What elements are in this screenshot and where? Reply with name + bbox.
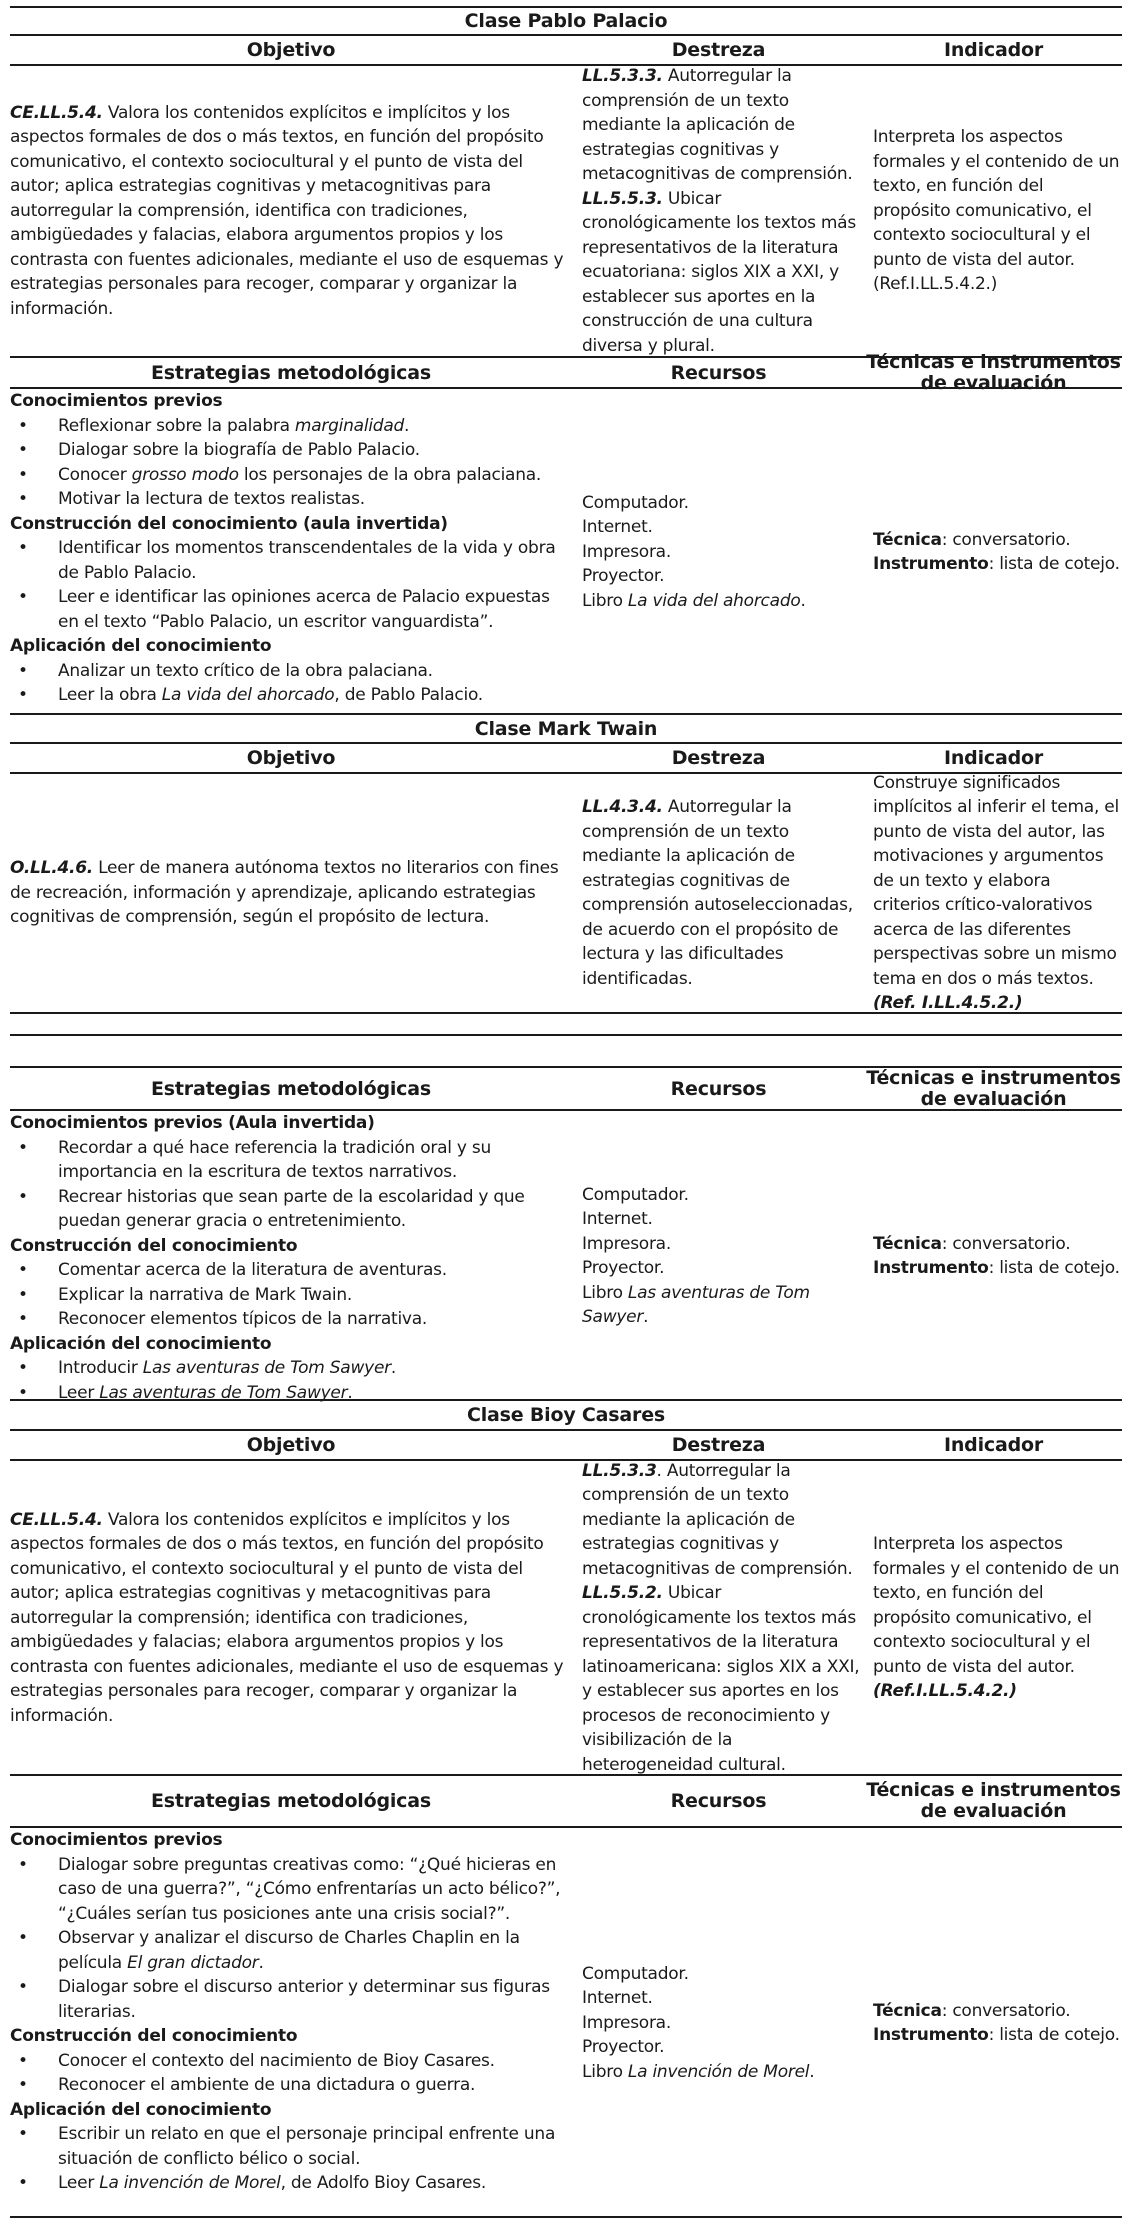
header-indicador: Indicador [943,746,1044,769]
objetivo-code: CE.LL.5.4. [10,102,103,123]
recurso-libro [582,589,865,614]
instrumento-line [873,2023,1122,2048]
recurso-libro-suffix: . [809,2061,815,2082]
recurso-item: Computador. [582,1963,689,1984]
tecnicas-content [873,1999,1122,2048]
strategy-row [10,389,1122,715]
estrategias-cell [10,1828,572,2218]
item-italic-title: La vida del ahorcado [161,685,335,705]
section-title [10,715,1122,742]
conocimientos-previos-label: Conocimientos previos (Aula invertida) [10,1113,375,1133]
destreza-text: Autorregular la comprensión de un texto mediante la aplicación de estrategias cognitivas de comprensión autoseleccionadas, de acuerdo con el propósito de lectura y las dificultades identificadas. [582,797,853,989]
recursos-cell [572,389,865,715]
item-text: Leer [58,2173,100,2193]
aplicacion-conocimiento-list [10,1356,572,1405]
strategy-list-item [10,2122,572,2171]
objetivo-cell [10,66,572,356]
item-text: Identificar los momentos transcendentales de la vida y obra de Pablo Palacio. [58,538,556,583]
header-tecnicas-line2: de evaluación [920,1087,1067,1110]
recurso-libro-prefix: Libro [582,590,628,611]
strategy-list-item [10,1258,572,1283]
strategy-header-row [10,1068,1122,1109]
item-text: Dialogar sobre la biografía de Pablo Palacio. [58,440,420,460]
estrategias-cell [10,389,572,715]
header-destreza: Destreza [671,1434,766,1456]
instrumento-label: Instrumento [873,1258,989,1278]
section-title-text: Clase Pablo Palacio [464,10,668,32]
recurso-item: Proyector. [582,2037,665,2058]
instrumento-value: : lista de cotejo. [988,2025,1120,2045]
strategy-row [10,1111,1122,1401]
tecnicas-content [873,1232,1122,1281]
tecnicas-cell [865,1828,1122,2218]
item-text: Reconocer el ambiente de una dictadura o guerra. [58,2075,476,2095]
recurso-item: Proyector. [582,566,665,587]
destreza-cell [572,1460,865,1776]
indicador-cell [865,1460,1122,1776]
aplicacion-conocimiento-list [10,2122,572,2196]
aplicacion-conocimiento-label: Aplicación del conocimiento [10,2099,272,2120]
strategy-list-item [10,487,572,512]
destreza-text: Ubicar cronológicamente los textos más representativos de la literatura ecuatoriana: siglos XIX a XXI, y establecer sus aportes en la construcción de una cultura diversa y plural. [582,188,856,356]
destreza-code: LL.5.3.3 [582,1460,657,1481]
item-text: Motivar la lectura de textos realistas. [58,489,365,509]
strategy-header-row [10,350,1122,394]
strategy-row [10,1828,1122,2218]
recurso-item: Computador. [582,492,689,513]
tecnica-line [873,1999,1122,2024]
objetivo-cell [10,772,572,1014]
recurso-item: Internet. [582,517,653,538]
tecnica-label: Técnica [873,2000,942,2021]
recursos-list [582,1183,865,1330]
destreza-code: LL.5.5.3. [582,188,663,209]
header-tecnicas [865,1780,1122,1822]
item-text: . [347,1382,353,1403]
recurso-item: Proyector. [582,1258,665,1278]
item-text: los personajes de la obra palaciana. [238,464,542,485]
item-text: . [390,1358,397,1378]
tecnica-label: Técnica [873,529,942,550]
header-objetivo: Objetivo [246,1434,336,1456]
header-tecnicas-line1: Técnicas e instrumentos [866,350,1121,373]
strategy-list-item [10,1926,572,1975]
item-text: Conocer [58,464,132,485]
item-text: Recordar a qué hace referencia la tradición oral y su importancia en la escritura de textos narrativos. [58,1137,492,1182]
recursos-list [582,1962,865,2085]
recurso-libro-title: La vida del ahorcado [627,590,801,611]
construccion-conocimiento-label: Construcción del conocimiento (aula invertida) [10,513,448,534]
item-text: Leer la obra [58,685,162,705]
indicador-text: Interpreta los aspectos formales y el contenido de un texto, en función del propósito comunicativo, el contexto sociocultural y el punto de vista del autor. [873,1534,1120,1677]
header-estrategias: Estrategias metodológicas [151,1077,431,1100]
instrumento-value: : lista de cotejo. [988,554,1120,574]
destreza-cell [572,772,865,1014]
header-estrategias: Estrategias metodológicas [151,361,431,384]
header-recursos: Recursos [670,1077,767,1100]
recursos-list [582,491,865,614]
estrategias-cell [10,1111,572,1401]
construccion-conocimiento-list [10,2049,572,2098]
header-objetivo: Objetivo [246,39,336,61]
recurso-libro-suffix: . [800,590,806,611]
strategy-list-item [10,1853,572,1927]
recurso-libro-title: La invención de Morel [627,2061,810,2082]
strategy-list-item [10,1975,572,2024]
objective-row [10,66,1122,356]
conocimientos-previos-label: Conocimientos previos [10,391,223,411]
tecnicas-cell [865,1111,1122,1401]
recurso-libro-suffix: . [643,1307,649,1327]
construccion-conocimiento-list [10,536,572,634]
recurso-item: Internet. [582,1988,653,2009]
item-text: Analizar un texto crítico de la obra palaciana. [58,660,433,681]
strategy-list-item [10,414,572,439]
item-text: . [258,1952,264,1973]
tecnica-value: : conversatorio. [941,1233,1071,1254]
objective-row [10,1460,1122,1776]
item-text: , de Pablo Palacio. [334,685,483,705]
strategy-list-item [10,659,572,684]
section-title [10,8,1122,34]
construccion-conocimiento-list [10,1258,572,1332]
header-tecnicas-line1: Técnicas e instrumentos [866,1779,1121,1801]
header-objetivo: Objetivo [246,747,336,769]
construccion-conocimiento-label: Construcción del conocimiento [10,1235,298,1256]
item-italic-title: Las aventuras de Tom Sawyer [142,1358,391,1378]
recurso-item: Impresora. [582,2012,672,2033]
objetivo-code: CE.LL.5.4. [10,1509,103,1530]
item-text: Introducir [58,1358,143,1378]
recurso-item: Impresora. [582,541,672,562]
strategy-list-item [10,1136,572,1185]
item-text: Leer [58,1382,100,1403]
header-tecnicas-line2: de evaluación [920,1800,1067,1822]
aplicacion-conocimiento-list [10,659,572,708]
recurso-libro-prefix: Libro [582,1282,628,1303]
item-text: Reconocer elementos típicos de la narrativa. [58,1309,428,1329]
indicador-ref: (Ref.I.LL.5.4.2.) [873,1681,1017,1702]
instrumento-label: Instrumento [873,2025,989,2045]
destreza-code: LL.5.5.2. [582,1583,663,1604]
tecnica-value: : conversatorio. [941,2000,1071,2021]
strategy-list-item [10,585,572,634]
section-title [10,1401,1122,1429]
recurso-item: Computador. [582,1184,689,1205]
strategy-list-item [10,1283,572,1308]
strategy-list-item [10,2171,572,2196]
instrumento-line [873,1256,1122,1281]
header-recursos: Recursos [670,361,767,384]
item-text: Dialogar sobre el discurso anterior y determinar sus figuras literarias. [58,1977,550,2022]
item-text: Observar y analizar el discurso de Charles Chaplin en la película [58,1928,520,1973]
aplicacion-conocimiento-label: Aplicación del conocimiento [10,1333,272,1354]
recurso-item: Internet. [582,1209,653,1229]
item-text: . [404,415,410,436]
destreza-code: LL.5.3.3. [582,66,663,86]
item-text: Reflexionar sobre la palabra [58,415,295,436]
item-italic-title: Las aventuras de Tom Sawyer [99,1382,348,1403]
strategy-list-item [10,683,572,708]
header-destreza: Destreza [671,747,766,769]
indicador-text: Interpreta los aspectos formales y el contenido de un texto, en función del propósito comunicativo, el contexto sociocultural y el punto de vista del autor. [873,127,1120,270]
header-destreza: Destreza [671,39,766,61]
recurso-item: Impresora. [582,1233,672,1254]
header-indicador: Indicador [943,1433,1044,1456]
tecnica-line [873,1232,1122,1257]
objetivo-cell [10,1460,572,1776]
strategy-list-item [10,438,572,463]
recurso-libro [582,1281,865,1330]
recurso-libro-title: Las aventuras de Tom Sawyer [582,1282,810,1327]
item-italic-title: La invención de Morel [99,2173,281,2193]
strategy-list-item [10,1356,572,1381]
item-italic-title: grosso modo [131,464,239,485]
strategy-header-row [10,1776,1122,1826]
destreza-cell [572,66,865,356]
recurso-libro-prefix: Libro [582,2061,628,2082]
header-recursos: Recursos [670,1790,767,1812]
section-title-text: Clase Bioy Casares [467,1404,665,1426]
item-text: Escribir un relato en que el personaje principal enfrente una situación de conflicto bélico o social. [58,2124,556,2169]
header-tecnicas-line1: Técnicas e instrumentos [866,1066,1121,1089]
recursos-cell [572,1111,865,1401]
table-rule [10,1034,1122,1036]
header-tecnicas [865,352,1122,394]
indicador-ref: (Ref.I.LL.5.4.2.) [873,274,998,295]
item-text: Dialogar sobre preguntas creativas como: “¿Qué hicieras en caso de una guerra?”, “¿Cómo enfrentarías un acto bélico?”, “¿Cuáles serían tus posiciones ante una crisis social?”. [58,1854,561,1924]
strategy-list-item [10,1307,572,1332]
destreza-text: . Autorregular la comprensión de un texto mediante la aplicación de estrategias cognitivas y metacognitivas de comprensión. [582,1460,853,1579]
conocimientos-previos-label: Conocimientos previos [10,1830,223,1850]
destreza-text: Autorregular la comprensión de un texto mediante la aplicación de estrategias cognitivas y metacognitivas de comprensión. [582,66,853,184]
objetivo-text: Valora los contenidos explícitos e implícitos y los aspectos formales de dos o más textos, en función del propósito comunicativo, el contexto sociocultural y el punto de vista del autor; aplica estrategias cognitivas y metacognitivas para autorregular la comprensión, identifica con tradiciones, ambigüedades y falacias, elabora argumentos propios y los contrasta con fuentes adicionales, mediante el uso de esquemas y estrategias personales para recoger, comparar y organizar la información. [10,102,564,319]
strategy-list-item [10,1185,572,1234]
aplicacion-conocimiento-label: Aplicación del conocimiento [10,636,272,656]
conocimientos-previos-list [10,1136,572,1234]
strategy-list-item [10,536,572,585]
objective-header-row [10,744,1122,772]
indicador-cell [865,772,1122,1014]
indicador-text: Construye significados implícitos al inferir el tema, el punto de vista del autor, las motivaciones y argumentos de un texto y elabora criterios crítico-valorativos acerca de las diferentes perspectivas sobre un mismo tema en dos o más textos. [873,772,1119,989]
objetivo-text: Leer de manera autónoma textos no literarios con fines de recreación, información y aprendizaje, aplicando estrategias cognitivas de comprensión, según el propósito de lectura. [10,858,559,928]
conocimientos-previos-list [10,1853,572,2025]
instrumento-label: Instrumento [873,554,989,574]
objective-header-row [10,36,1122,64]
tecnicas-cell [865,389,1122,715]
conocimientos-previos-list [10,414,572,512]
tecnica-label: Técnica [873,1233,942,1254]
destreza-text: Ubicar cronológicamente los textos más representativos de la literatura latinoamericana: siglos XIX a XXI, y establecer sus aportes en los procesos de reconocimiento y visibilización de la heterogeneidad cultural. [582,1583,860,1775]
destreza-code: LL.4.3.4. [582,797,663,817]
strategy-list-item [10,463,572,488]
objective-row [10,772,1122,1014]
item-text: Recrear historias que sean parte de la escolaridad y que puedan generar gracia o entretenimiento. [58,1186,525,1231]
header-tecnicas [865,1068,1122,1110]
objective-header-row [10,1431,1122,1459]
instrumento-value: : lista de cotejo. [988,1258,1120,1278]
recurso-libro [582,2060,865,2085]
objetivo-code: O.LL.4.6. [10,858,93,879]
strategy-list-item [10,2073,572,2098]
item-italic-title: marginalidad [294,415,405,436]
header-indicador: Indicador [943,38,1044,61]
header-tecnicas-line2: de evaluación [920,371,1067,394]
item-text: Comentar acerca de la literatura de aventuras. [58,1260,447,1280]
item-text: Leer e identificar las opiniones acerca de Palacio expuestas en el texto “Pablo Palacio, un escritor vanguardista”. [58,587,550,632]
item-text: , de Adolfo Bioy Casares. [280,2173,487,2193]
tecnicas-content [873,528,1122,577]
construccion-conocimiento-label: Construcción del conocimiento [10,2026,298,2046]
tecnica-value: : conversatorio. [941,529,1071,550]
recursos-cell [572,1828,865,2218]
header-estrategias: Estrategias metodológicas [151,1790,431,1812]
item-text: Explicar la narrativa de Mark Twain. [58,1284,353,1305]
section-title-text: Clase Mark Twain [474,717,658,740]
item-text: Conocer el contexto del nacimiento de Bioy Casares. [58,2050,495,2071]
instrumento-line [873,552,1122,577]
indicador-cell [865,66,1122,356]
objetivo-text: Valora los contenidos explícitos e implícitos y los aspectos formales de dos o más textos, en función del propósito comunicativo, el contexto sociocultural y el punto de vista del autor; aplica estrategias cognitivas y metacognitivas para autorregular la comprensión; identifica con tradiciones, ambigüedades y falacias; elabora argumentos propios y los contrasta con fuentes adicionales, mediante el uso de esquemas y estrategias personales para recoger, comparar y organizar la información. [10,1509,564,1726]
tecnica-line [873,528,1122,553]
item-italic-title: El gran dictador [127,1952,259,1973]
strategy-list-item [10,2049,572,2074]
indicador-ref: (Ref. I.LL.4.5.2.) [873,993,1023,1013]
